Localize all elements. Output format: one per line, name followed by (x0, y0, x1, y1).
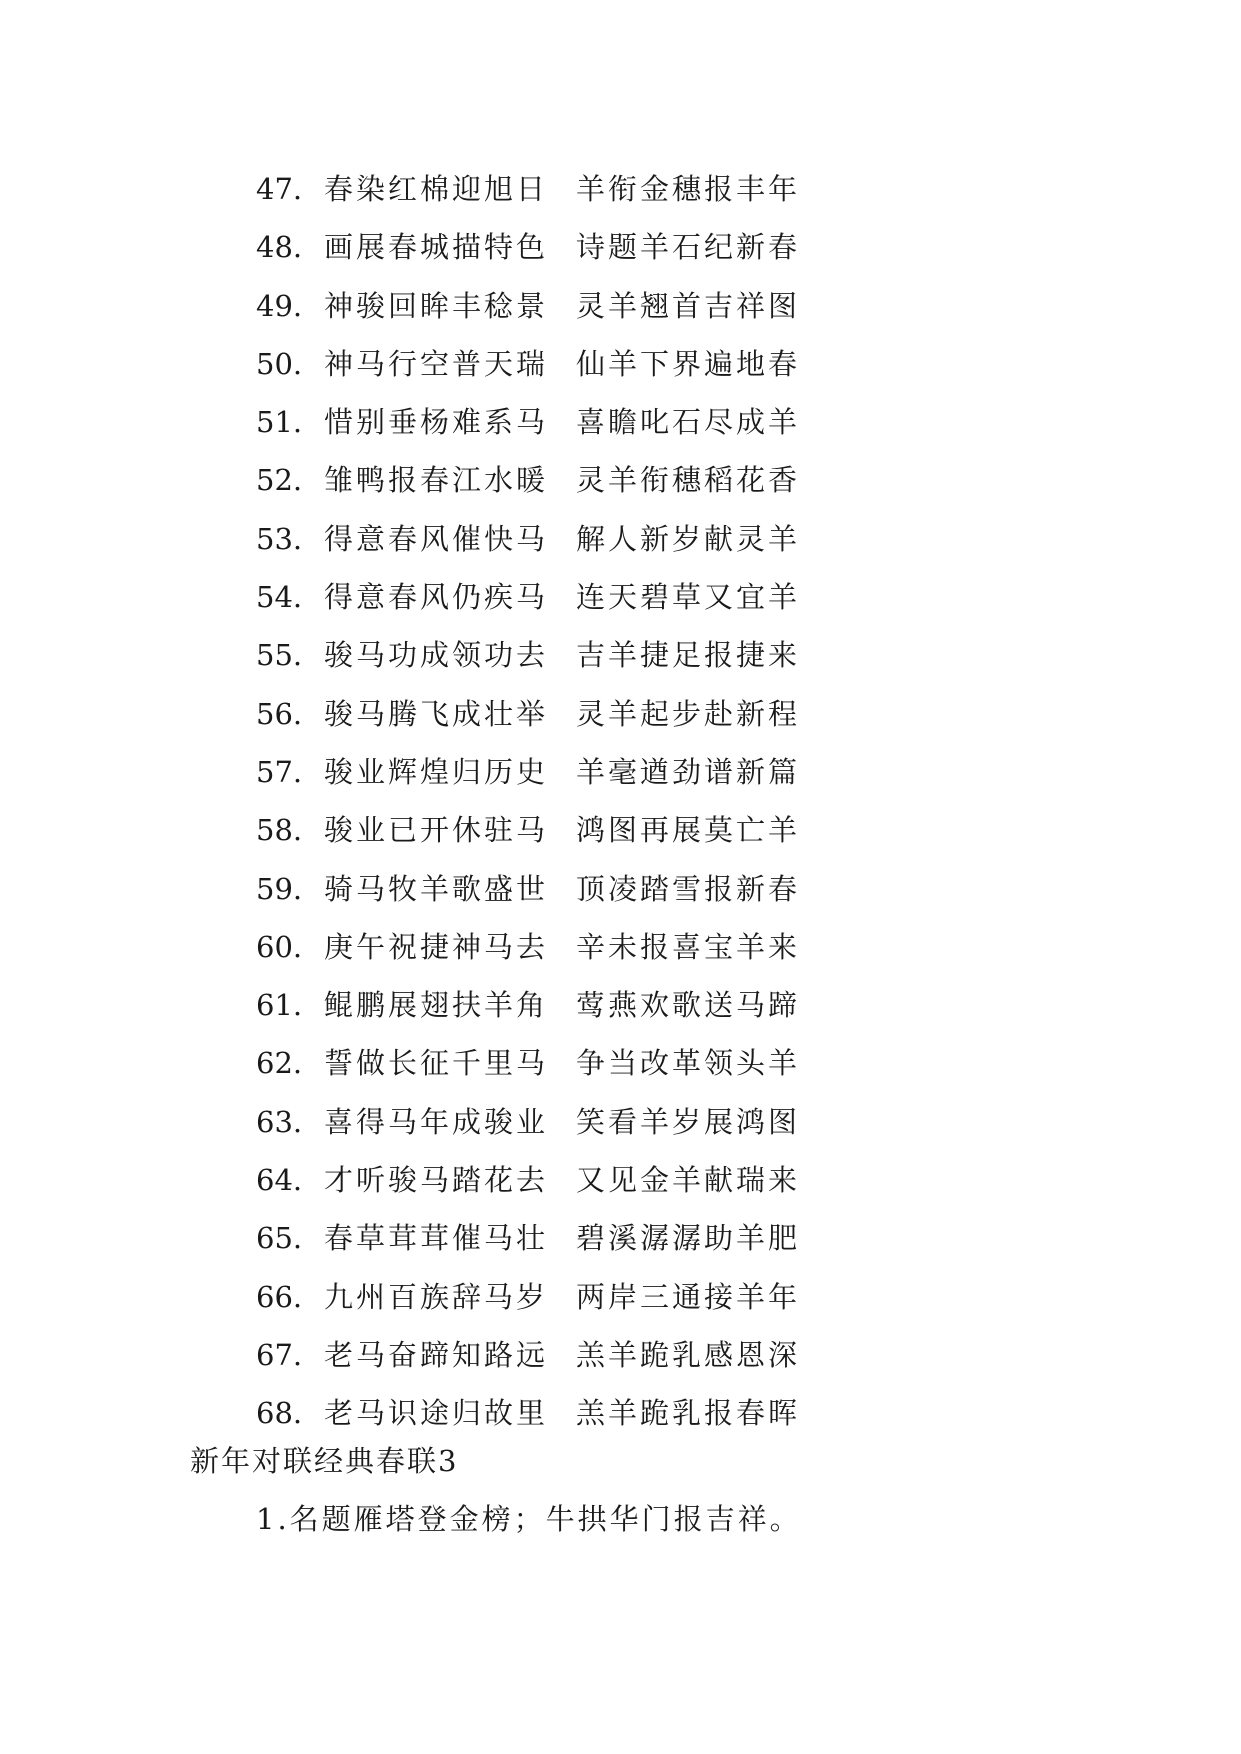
second-line: 灵羊起步赴新程 (576, 696, 801, 731)
item-number: 51. (256, 405, 303, 440)
second-line: 顶凌踏雪报新春 (576, 871, 801, 906)
second-line: 灵羊翘首吉祥图 (576, 288, 801, 323)
list-item (256, 1326, 800, 1384)
list-item (256, 626, 800, 684)
item-number: 58. (256, 813, 303, 848)
first-line: 骏马腾飞成壮举 (324, 696, 549, 731)
item-number: 56. (256, 696, 303, 731)
first-line: 春草茸茸催马壮 (324, 1221, 549, 1256)
paragraph: 1.名题雁塔登金榜；牛拱华门报吉祥。 (256, 1502, 802, 1536)
second-line: 羔羊跪乳报春晖 (576, 1396, 801, 1431)
list-item (256, 218, 800, 276)
item-number: 59. (256, 871, 303, 906)
first-line: 雏鸭报春江水暖 (324, 463, 549, 498)
item-number: 63. (256, 1104, 303, 1139)
first-line: 九州百族辞马岁 (324, 1279, 549, 1314)
item-number: 62. (256, 1046, 303, 1081)
second-line: 仙羊下界遍地春 (576, 346, 801, 381)
item-number: 66. (256, 1279, 303, 1314)
second-line: 争当改革领头羊 (576, 1046, 801, 1081)
list-item (256, 801, 800, 859)
first-line: 才听骏马踏花去 (324, 1163, 549, 1198)
list-item (256, 277, 800, 335)
list-item (256, 393, 800, 451)
second-line: 诗题羊石纪新春 (576, 230, 801, 265)
first-line: 老马识途归故里 (324, 1396, 549, 1431)
item-number: 61. (256, 988, 303, 1023)
list-item (256, 160, 800, 218)
list-item (256, 1034, 800, 1092)
second-line: 解人新岁献灵羊 (576, 521, 801, 556)
second-line: 碧溪潺潺助羊肥 (576, 1221, 801, 1256)
item-number: 49. (256, 288, 303, 323)
list-item (256, 918, 800, 976)
first-line: 惜别垂杨难系马 (324, 405, 549, 440)
list-item (256, 1268, 800, 1326)
list-item (256, 860, 800, 918)
couplet-list (256, 160, 800, 1443)
item-number: 48. (256, 230, 303, 265)
first-line: 神骏回眸丰稔景 (324, 288, 549, 323)
list-item (256, 1209, 800, 1267)
first-line: 骑马牧羊歌盛世 (324, 871, 549, 906)
second-line: 灵羊衔穗稻花香 (576, 463, 801, 498)
list-item (256, 1093, 800, 1151)
list-item (256, 510, 800, 568)
list-item (256, 685, 800, 743)
item-number: 47. (256, 172, 303, 206)
item-number: 64. (256, 1163, 303, 1198)
item-number: 67. (256, 1337, 303, 1372)
item-number: 53. (256, 521, 303, 556)
first-line: 誓做长征千里马 (324, 1046, 549, 1081)
item-number: 68. (256, 1396, 303, 1431)
list-item (256, 335, 800, 393)
item-number: 60. (256, 929, 303, 964)
list-item (256, 568, 800, 626)
first-line: 得意春风催快马 (324, 521, 549, 556)
item-number: 50. (256, 346, 303, 381)
first-line: 画展春城描特色 (324, 230, 549, 265)
list-item (256, 976, 800, 1034)
second-line: 喜瞻叱石尽成羊 (576, 405, 801, 440)
section-heading: 新年对联经典春联3 (190, 1444, 459, 1478)
first-line: 庚午祝捷神马去 (324, 929, 549, 964)
second-line: 笑看羊岁展鸿图 (576, 1104, 801, 1139)
second-line: 莺燕欢歌送马蹄 (576, 988, 801, 1023)
first-line: 鲲鹏展翅扶羊角 (324, 988, 549, 1023)
list-item (256, 1151, 800, 1209)
first-line: 老马奋蹄知路远 (324, 1337, 549, 1372)
second-line: 鸿图再展莫亡羊 (576, 813, 801, 848)
list-item (256, 743, 800, 801)
second-line: 连天碧草又宜羊 (576, 580, 801, 615)
first-line: 得意春风仍疾马 (324, 580, 549, 615)
second-line: 羔羊跪乳感恩深 (576, 1337, 801, 1372)
item-number: 55. (256, 638, 303, 673)
first-line: 春染红棉迎旭日 (324, 172, 549, 206)
item-number: 54. (256, 580, 303, 615)
first-line: 神马行空普天瑞 (324, 346, 549, 381)
second-line: 羊衔金穗报丰年 (576, 172, 801, 206)
first-line: 喜得马年成骏业 (324, 1104, 549, 1139)
first-line: 骏业已开休驻马 (324, 813, 549, 848)
second-line: 两岸三通接羊年 (576, 1279, 801, 1314)
second-line: 吉羊捷足报捷来 (576, 638, 801, 673)
second-line: 又见金羊献瑞来 (576, 1163, 801, 1198)
item-number: 52. (256, 463, 303, 498)
second-line: 辛未报喜宝羊来 (576, 929, 801, 964)
list-item (256, 451, 800, 509)
first-line: 骏业辉煌归历史 (324, 754, 549, 789)
item-number: 57. (256, 754, 303, 789)
first-line: 骏马功成领功去 (324, 638, 549, 673)
second-line: 羊毫遒劲谱新篇 (576, 754, 801, 789)
item-number: 65. (256, 1221, 303, 1256)
